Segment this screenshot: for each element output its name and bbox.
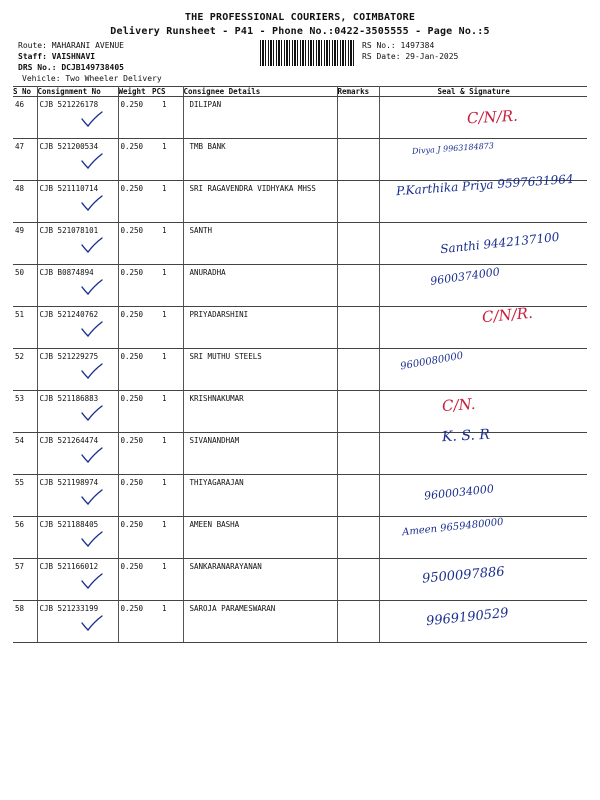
route-label: Route: [18,41,47,50]
row-remarks [337,97,379,139]
row-sno: 53 [13,391,37,433]
checkmark-icon [80,278,104,296]
table-header-row [13,87,587,97]
row-remarks [337,307,379,349]
drs-label: DRS No.: [18,63,57,72]
row-sno: 54 [13,433,37,475]
handwritten-signature: Ameen 9659480000 [401,516,504,539]
row-consignee: TMB BANK [183,139,337,181]
checkmark-icon [80,614,104,632]
row-sno: 48 [13,181,37,223]
row-consignment: CJB 521264474 [39,436,99,445]
row-weight: 0.250 [118,433,152,475]
row-consignment: CJB 521166012 [39,562,99,571]
row-seal-cell [379,171,587,223]
company-title: THE PROFESSIONAL COURIERS, COIMBATORE [184,12,416,23]
row-pcs: 1 [152,601,183,643]
rs-date-label: RS Date: [362,52,401,61]
row-remarks [337,349,379,391]
route-value: MAHARANI AVENUE [51,41,124,50]
row-consignment-cell [37,517,118,559]
row-pcs: 1 [152,517,183,559]
row-consignment-cell [37,559,118,601]
row-weight: 0.250 [118,391,152,433]
row-remarks [337,433,379,475]
table-row [13,139,587,181]
checkmark-icon [80,110,104,128]
checkmark-icon [80,530,104,548]
row-consignment-cell [37,181,118,223]
row-remarks [337,265,379,307]
table-row [13,223,587,265]
table-row [13,559,587,601]
row-weight: 0.250 [118,223,152,265]
row-consignment: CJB 521188405 [39,520,99,529]
checkmark-icon [80,152,104,170]
row-consignee: SANKARANARAYANAN [183,559,337,601]
handwritten-signature: K. S. R [441,426,490,446]
row-consignment-cell [37,223,118,265]
row-remarks [337,517,379,559]
drs-value: DCJB149738405 [61,63,124,72]
row-consignee: DILIPAN [183,97,337,139]
row-consignee: THIYAGARAJAN [183,475,337,517]
table-row [13,475,587,517]
row-sno: 52 [13,349,37,391]
row-consignment: CJB 521186883 [39,394,99,403]
rs-date-value: 29-Jan-2025 [405,52,459,61]
row-remarks [337,475,379,517]
vehicle-label: Vehicle: [22,74,61,83]
row-pcs: 1 [152,181,183,223]
row-sno: 57 [13,559,37,601]
staff-line [18,52,95,61]
row-sno: 49 [13,223,37,265]
handwritten-signature: 9500097886 [421,564,505,587]
handwritten-signature: Santhi 9442137100 [439,229,560,257]
row-remarks [337,559,379,601]
row-remarks [337,181,379,223]
row-seal-cell [379,426,587,475]
row-pcs: 1 [152,97,183,139]
row-consignment-cell [37,601,118,643]
row-seal-cell [379,265,587,307]
row-weight: 0.250 [118,139,152,181]
checkmark-icon [80,362,104,380]
row-sno: 50 [13,265,37,307]
row-seal-cell [379,303,587,349]
row-consignee: PRIYADARSHINI [183,307,337,349]
drs-line [18,63,124,72]
col-consignment: Consignment No [37,87,118,97]
col-pcs: PCS [152,87,183,97]
handwritten-signature: 9969190529 [424,605,509,630]
row-pcs: 1 [152,433,183,475]
row-consignment-cell [37,265,118,307]
row-weight: 0.250 [118,307,152,349]
rs-date-line [362,52,458,61]
row-consignee: SANTH [183,223,337,265]
handwritten-signature: C/N/R. [466,106,518,128]
checkmark-icon [80,320,104,338]
handwritten-signature: 9600034000 [423,482,494,503]
row-consignment: CJB 521110714 [39,184,99,193]
row-consignee: SAROJA PARAMESWARAN [183,601,337,643]
row-seal-cell [379,349,587,391]
row-seal-cell [379,559,587,601]
row-pcs: 1 [152,349,183,391]
row-sno: 55 [13,475,37,517]
table-row [13,181,587,223]
rs-no-label: RS No.: [362,41,396,50]
row-weight: 0.250 [118,517,152,559]
drs-barcode [260,40,355,66]
row-weight: 0.250 [118,97,152,139]
rs-no-value: 1497384 [400,41,435,50]
row-consignment: CJB 521200534 [39,142,99,151]
vehicle-value: Two Wheeler Delivery [65,74,162,83]
row-pcs: 1 [152,307,183,349]
row-weight: 0.250 [118,181,152,223]
handwritten-signature: Divya J 9963184873 [411,141,494,156]
row-pcs: 1 [152,391,183,433]
row-consignment-cell [37,307,118,349]
row-remarks [337,223,379,265]
checkmark-icon [80,488,104,506]
row-consignment: CJB 521226178 [39,100,99,109]
row-weight: 0.250 [118,349,152,391]
row-seal-cell [379,97,587,139]
runsheet-table [13,86,587,643]
row-consignment-cell [37,475,118,517]
row-consignment: CJB 521233199 [39,604,99,613]
row-sno: 58 [13,601,37,643]
row-seal-cell [379,475,587,517]
row-consignee: KRISHNAKUMAR [183,391,337,433]
row-weight: 0.250 [118,475,152,517]
row-seal-cell [379,223,587,265]
row-sno: 47 [13,139,37,181]
row-weight: 0.250 [118,265,152,307]
handwritten-signature: 9600080000 [399,350,464,373]
runsheet-subtitle: Delivery Runsheet - P41 - Phone No.:0422-3505555 - Page No.:5 [110,26,490,37]
row-remarks [337,139,379,181]
row-consignment-cell [37,391,118,433]
col-consignee: Consignee Details [183,87,337,97]
row-seal-cell [379,517,587,559]
row-sno: 46 [13,97,37,139]
table-row [13,601,587,643]
table-row [13,265,587,307]
handwritten-signature: C/N. [440,394,476,416]
row-weight: 0.250 [118,559,152,601]
staff-value: VAISHNAVI [51,52,96,61]
rs-no-line [362,41,434,50]
handwritten-signature: 9600374000 [428,265,501,288]
table-row [13,97,587,139]
row-pcs: 1 [152,265,183,307]
row-pcs: 1 [152,559,183,601]
row-pcs: 1 [152,223,183,265]
staff-label: Staff: [18,52,47,61]
col-remarks: Remarks [337,87,379,97]
checkmark-icon [80,572,104,590]
row-consignment-cell [37,97,118,139]
handwritten-signature: P.Karthika Priya 9597631964 [395,171,574,199]
row-consignment-cell [37,433,118,475]
row-seal-cell [379,601,587,643]
checkmark-icon [80,404,104,422]
row-consignment: CJB B0874894 [39,268,94,277]
table-row [13,349,587,391]
row-consignee: SRI RAGAVENDRA VIDHYAKA MHSS [183,181,337,223]
col-weight: Weight [118,87,152,97]
row-consignment: CJB 521229275 [39,352,99,361]
row-weight: 0.250 [118,601,152,643]
checkmark-icon [80,194,104,212]
row-consignment-cell [37,349,118,391]
table-row [13,307,587,349]
row-consignee: SRI MUTHU STEELS [183,349,337,391]
row-consignment: CJB 521240762 [39,310,99,319]
vehicle-line [22,74,162,83]
handwritten-signature: C/N/R. [480,303,533,327]
row-remarks [337,601,379,643]
row-sno: 51 [13,307,37,349]
row-consignee: ANURADHA [183,265,337,307]
row-consignment: CJB 521078101 [39,226,99,235]
checkmark-icon [80,446,104,464]
row-sno: 56 [13,517,37,559]
table-row [13,433,587,475]
row-consignment: CJB 521198974 [39,478,99,487]
row-consignee: AMEEN BASHA [183,517,337,559]
route-line [18,41,124,50]
col-seal: Seal & Signature [379,87,587,97]
checkmark-icon [80,236,104,254]
row-pcs: 1 [152,475,183,517]
row-consignee: SIVANANDHAM [183,433,337,475]
col-sno: S No [13,87,37,97]
table-row [13,391,587,433]
table-row [13,517,587,559]
row-consignment-cell [37,139,118,181]
row-remarks [337,391,379,433]
row-pcs: 1 [152,139,183,181]
